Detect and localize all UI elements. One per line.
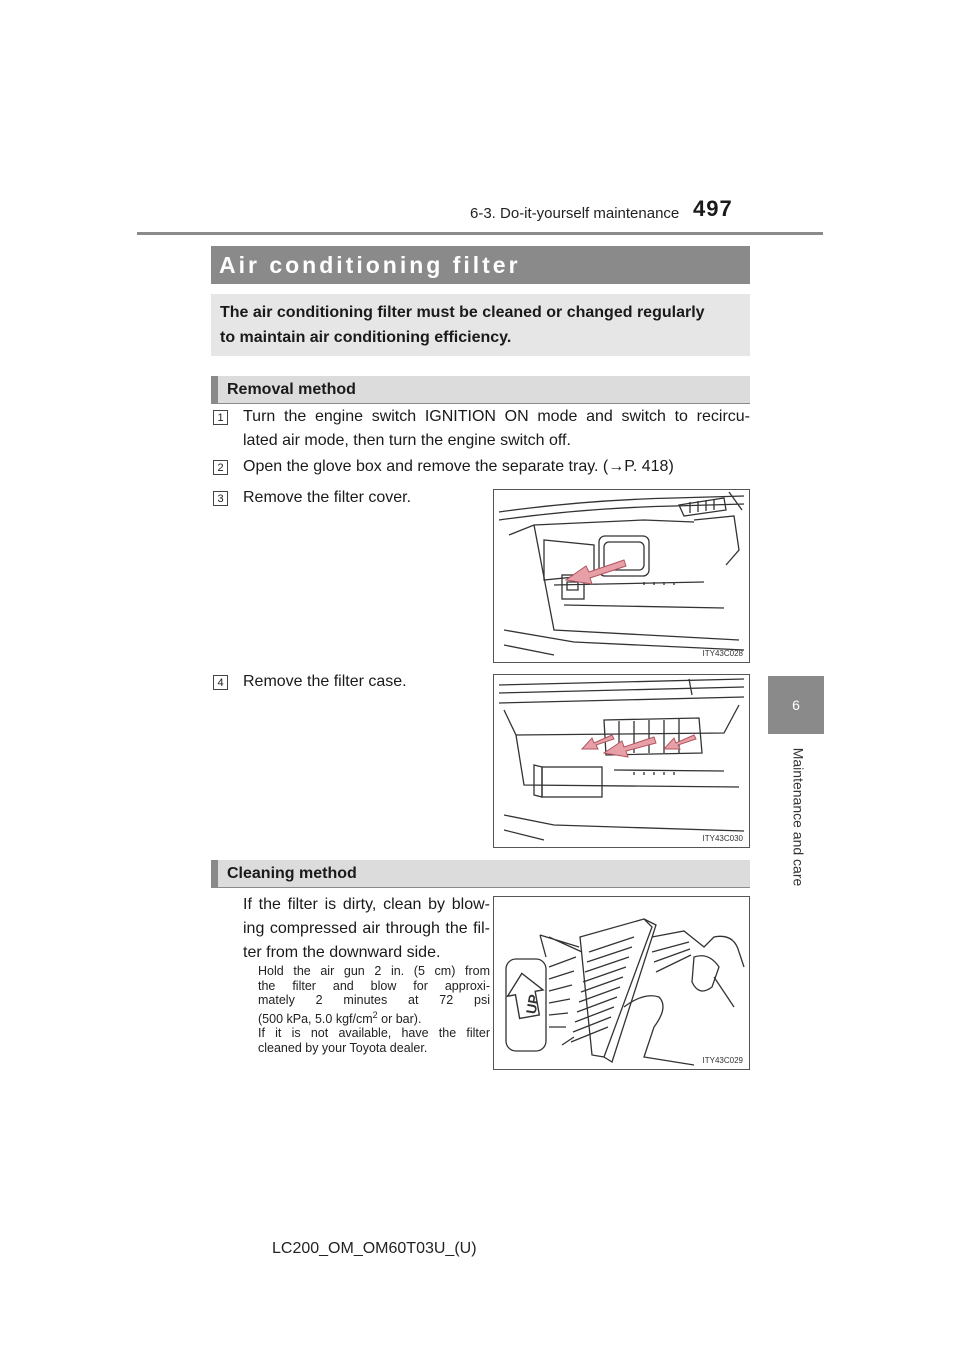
step-3-text: Remove the filter cover. — [243, 489, 412, 506]
chapter-tab — [768, 676, 824, 734]
step-2-text: Open the glove box and remove the separate tray. (→P. 418) — [243, 458, 674, 475]
page-number: 497 — [693, 196, 733, 221]
filter-cleaning-illustration — [494, 897, 749, 1069]
figure-clean-filter — [493, 896, 750, 1070]
step-number-2: 2 — [213, 460, 228, 475]
step-number-3: 3 — [213, 491, 228, 506]
figure-code-ITY43C028: ITY43C028 — [702, 649, 743, 658]
step-4-text: Remove the filter case. — [243, 673, 407, 690]
up-label: UP — [522, 993, 542, 1016]
figure-remove-filter-cover — [493, 489, 750, 663]
release-arrow-right — [664, 735, 696, 749]
step-number-4: 4 — [213, 675, 228, 690]
removal-method-heading: Removal method — [211, 376, 750, 403]
up-arrow-icon — [504, 970, 547, 1020]
document-footer-code: LC200_OM_OM60T03U_(U) — [272, 1240, 477, 1257]
intro-box — [211, 294, 750, 356]
intro-line-2: to maintain air conditioning efficiency. — [220, 329, 512, 346]
step-number-1: 1 — [213, 410, 228, 425]
cleaning-method-heading: Cleaning method — [211, 860, 750, 887]
release-arrow-left — [582, 735, 614, 749]
figure-code-ITY43C030: ITY43C030 — [702, 834, 743, 843]
header-rule — [137, 232, 823, 235]
running-header-section: 6-3. Do-it-yourself maintenance — [470, 205, 680, 222]
cleaning-instructions: If the filter is dirty, clean by blow- ing compressed air through the fil- ter from the downward side. — [243, 896, 490, 961]
step-1-text: Turn the engine switch IGNITION ON mode and switch to recircu- lated air mode, then turn the engine switch off. — [243, 408, 750, 449]
pull-arrow — [566, 560, 626, 584]
intro-line-1: The air conditioning filter must be cleaned or changed regularly — [220, 304, 705, 321]
section-title: Air conditioning filter — [211, 246, 750, 284]
chapter-number: 6 — [792, 697, 800, 713]
filter-case-illustration — [494, 675, 749, 847]
note-line-pressure: (500 kPa, 5.0 kgf/$cm^2$ or bar). — [258, 1009, 422, 1026]
figure-code-ITY43C029: ITY43C029 — [702, 1056, 743, 1065]
cleaning-note: Hold the air gun 2 in. (5 cm) from the filter and blow for approxi- mately 2 minutes at 72 psi (500 kPa, 5.0 kgf/$cm^2$ or bar). If it is not available, have the filter cleaned by your Toyota dealer. — [258, 964, 490, 1055]
cleaning-heading-rule — [211, 887, 750, 888]
chapter-tab-label: Maintenance and care — [790, 747, 807, 887]
filter-cover-illustration — [494, 490, 749, 662]
figure-remove-filter-case — [493, 674, 750, 848]
removal-heading-rule — [211, 403, 750, 404]
